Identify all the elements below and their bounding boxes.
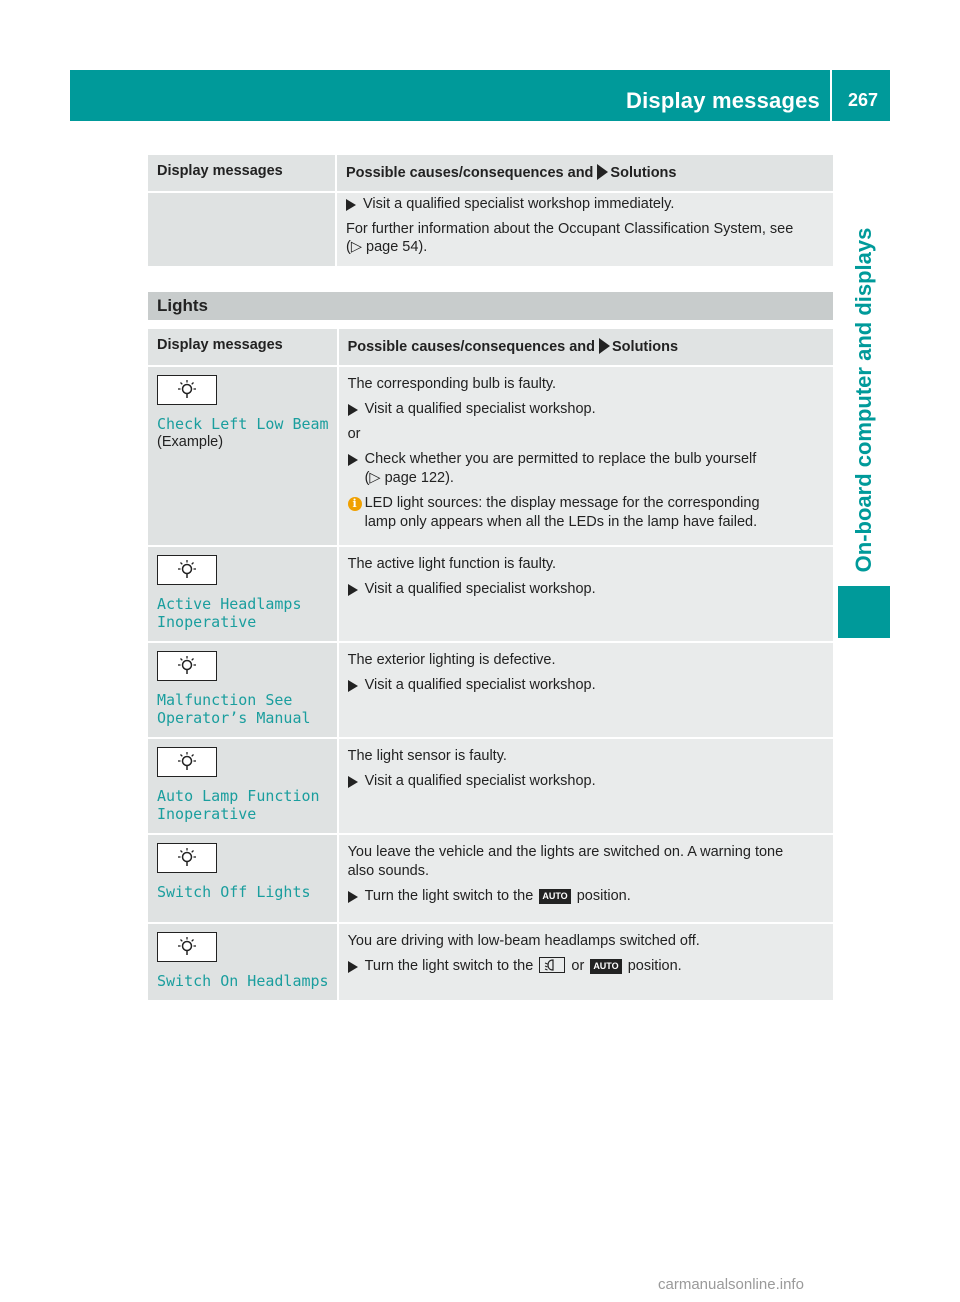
step-text-end: position. bbox=[576, 888, 631, 904]
step-text: Turn the light switch to the bbox=[364, 888, 534, 904]
bulb-warning-icon bbox=[157, 651, 217, 681]
table-row bbox=[148, 739, 833, 835]
step-text: Check whether you are permitted to replace the bulb yourself bbox=[364, 451, 757, 467]
display-message-text: Check Left Low Beam bbox=[157, 415, 329, 433]
auto-switch-icon: AUTO bbox=[590, 959, 621, 974]
step-item bbox=[348, 580, 825, 599]
step-arrow-icon bbox=[348, 891, 358, 903]
low-beam-icon bbox=[539, 957, 565, 973]
step-item bbox=[346, 195, 825, 214]
cause-text: The active light function is faulty. bbox=[347, 556, 557, 572]
cause-text: The corresponding bulb is faulty. bbox=[347, 376, 557, 392]
step-arrow-icon bbox=[348, 961, 358, 973]
page-header bbox=[70, 70, 890, 121]
message-cell bbox=[148, 367, 337, 547]
message-cell bbox=[148, 193, 335, 268]
step-text: Turn the light switch to the bbox=[364, 958, 534, 974]
step-text-end: position. bbox=[627, 958, 682, 974]
section-heading bbox=[148, 292, 833, 320]
step-arrow-icon bbox=[348, 776, 358, 788]
display-message-text: Switch Off Lights bbox=[157, 883, 311, 901]
info-note bbox=[348, 494, 825, 532]
step-arrow-icon bbox=[348, 584, 358, 596]
causes-cell bbox=[337, 643, 833, 739]
column-header-solutions-text: Solutions bbox=[610, 165, 677, 181]
display-message-text: Malfunction See Operator’s Manual bbox=[157, 691, 311, 727]
causes-cell bbox=[335, 193, 833, 268]
step-arrow-icon bbox=[348, 454, 358, 466]
cause-text: You are driving with low-beam headlamps switched off. bbox=[347, 933, 700, 949]
message-cell bbox=[148, 547, 337, 643]
table-continued bbox=[148, 155, 833, 268]
note-text bbox=[346, 220, 825, 256]
solution-arrow-icon bbox=[599, 338, 610, 354]
step-item bbox=[348, 772, 825, 791]
info-line-1: LED light sources: the display message for the corresponding bbox=[364, 495, 760, 511]
step-item bbox=[348, 887, 825, 906]
column-header-causes bbox=[335, 155, 833, 193]
causes-cell bbox=[337, 367, 833, 547]
step-text: Visit a qualified specialist workshop. bbox=[364, 773, 596, 789]
column-header-display-messages: Display messages bbox=[148, 155, 335, 193]
lights-table bbox=[148, 329, 833, 1002]
table-row bbox=[148, 367, 833, 547]
step-text: Visit a qualified specialist workshop. bbox=[364, 581, 596, 597]
solution-arrow-icon bbox=[597, 164, 608, 180]
causes-cell bbox=[337, 739, 833, 835]
bulb-warning-icon bbox=[157, 932, 217, 962]
bulb-warning-icon bbox=[157, 747, 217, 777]
step-text: Visit a qualified specialist workshop immediately. bbox=[363, 196, 675, 212]
cause-text: The exterior lighting is defective. bbox=[347, 652, 556, 668]
message-cell bbox=[148, 739, 337, 835]
column-header-causes-text: Possible causes/consequences and bbox=[346, 165, 594, 181]
page-reference: (▷ page 122). bbox=[364, 470, 454, 486]
info-line-2: lamp only appears when all the LEDs in the lamp have failed. bbox=[364, 514, 758, 530]
table-row bbox=[148, 193, 833, 268]
step-text: Visit a qualified specialist workshop. bbox=[364, 401, 596, 417]
table-row bbox=[148, 924, 833, 1002]
column-header-solutions-text: Solutions bbox=[612, 339, 679, 355]
display-message-text: Auto Lamp Function Inoperative bbox=[157, 787, 320, 823]
causes-cell bbox=[337, 835, 833, 924]
page-number: 267 bbox=[847, 90, 878, 110]
chapter-tab bbox=[838, 200, 890, 600]
watermark: carmanualsonline.info bbox=[658, 1276, 804, 1293]
message-cell bbox=[148, 643, 337, 739]
section-title: Lights bbox=[157, 296, 208, 315]
column-header-causes bbox=[337, 329, 833, 367]
or-text: or bbox=[347, 426, 361, 442]
table-row bbox=[148, 547, 833, 643]
column-header-causes-text: Possible causes/consequences and bbox=[347, 339, 596, 355]
step-text: Visit a qualified specialist workshop. bbox=[364, 677, 596, 693]
bulb-warning-icon bbox=[157, 555, 217, 585]
cause-text: The light sensor is faulty. bbox=[347, 748, 507, 764]
auto-switch-icon: AUTO bbox=[539, 889, 570, 904]
causes-cell bbox=[337, 924, 833, 1002]
step-arrow-icon bbox=[346, 199, 356, 211]
step-item bbox=[348, 450, 825, 488]
chapter-label: On-board computer and displays bbox=[851, 227, 876, 573]
step-item bbox=[348, 957, 825, 976]
step-arrow-icon bbox=[348, 404, 358, 416]
cause-line-1: You leave the vehicle and the lights are switched on. A warning tone bbox=[347, 844, 784, 860]
table-row bbox=[148, 835, 833, 924]
bulb-warning-icon bbox=[157, 843, 217, 873]
page-title: Display messages bbox=[626, 88, 820, 113]
note-line-1: For further information about the Occupant Classification System, see bbox=[346, 221, 794, 237]
step-item bbox=[348, 676, 825, 695]
cause-line-2: also sounds. bbox=[347, 863, 430, 879]
cause-text bbox=[348, 843, 825, 881]
chapter-marker bbox=[838, 586, 890, 638]
header-divider bbox=[830, 70, 832, 121]
bulb-warning-icon bbox=[157, 375, 217, 405]
message-cell bbox=[148, 835, 337, 924]
display-message-text: Switch On Headlamps bbox=[157, 972, 329, 990]
table-row bbox=[148, 643, 833, 739]
message-cell bbox=[148, 924, 337, 1002]
display-message-text: Active Headlamps Inoperative bbox=[157, 595, 302, 631]
column-header-display-messages: Display messages bbox=[148, 329, 337, 367]
causes-cell bbox=[337, 547, 833, 643]
note-line-2: (▷ page 54). bbox=[346, 239, 428, 255]
example-label: (Example) bbox=[157, 434, 224, 450]
or-text: or bbox=[571, 958, 585, 974]
step-arrow-icon bbox=[348, 680, 358, 692]
step-item bbox=[348, 400, 825, 419]
info-icon: i bbox=[348, 497, 362, 511]
